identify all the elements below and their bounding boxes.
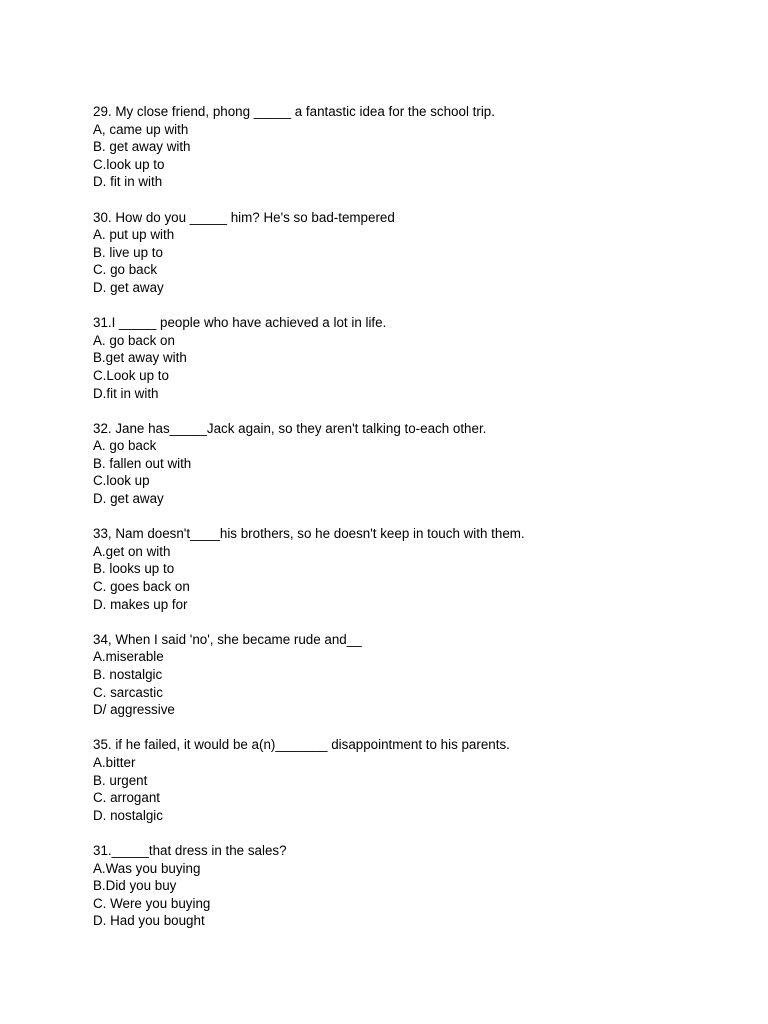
option-c: C. go back bbox=[93, 262, 158, 278]
option-d: D. Had you bought bbox=[93, 913, 205, 929]
question-stem: 32. Jane has_____Jack again, so they aren't talking to-each other. bbox=[93, 420, 487, 436]
option-d: D.fit in with bbox=[93, 385, 159, 401]
question-31 bbox=[93, 314, 733, 402]
option-b: B. fallen out with bbox=[93, 455, 192, 471]
question-29 bbox=[93, 103, 733, 191]
option-b: B. urgent bbox=[93, 772, 148, 788]
question-stem: 35. if he failed, it would be a(n)_______ disappointment to his parents. bbox=[93, 737, 510, 753]
question-stem: 31._____that dress in the sales? bbox=[93, 842, 287, 858]
worksheet bbox=[93, 103, 733, 948]
question-stem: 31.I _____ people who have achieved a lot in life. bbox=[93, 315, 387, 331]
option-c: C. Were you buying bbox=[93, 895, 211, 911]
question-stem: 30. How do you _____ him? He's so bad-tempered bbox=[93, 209, 395, 225]
option-d: D. fit in with bbox=[93, 174, 163, 190]
option-b: B. live up to bbox=[93, 244, 163, 260]
option-a: A.get on with bbox=[93, 543, 171, 559]
option-b: B.Did you buy bbox=[93, 878, 177, 894]
option-a: A.miserable bbox=[93, 649, 164, 665]
option-a: A. go back bbox=[93, 438, 157, 454]
question-30 bbox=[93, 209, 733, 297]
option-d: D. makes up for bbox=[93, 596, 188, 612]
question-33 bbox=[93, 525, 733, 613]
option-c: C. arrogant bbox=[93, 790, 160, 806]
option-c: C.look up to bbox=[93, 156, 165, 172]
question-32 bbox=[93, 420, 733, 508]
option-b: B. get away with bbox=[93, 139, 191, 155]
option-d: D. get away bbox=[93, 491, 164, 507]
question-stem: 29. My close friend, phong _____ a fantastic idea for the school trip. bbox=[93, 104, 495, 119]
question-35 bbox=[93, 736, 733, 824]
option-a: A.Was you buying bbox=[93, 860, 201, 876]
option-c: C. goes back on bbox=[93, 579, 190, 595]
option-a: A. go back on bbox=[93, 332, 175, 348]
option-d: D/ aggressive bbox=[93, 702, 175, 718]
option-c: C.Look up to bbox=[93, 367, 169, 383]
option-c: C.look up bbox=[93, 473, 150, 489]
option-a: A. put up with bbox=[93, 227, 175, 243]
question-stem: 33, Nam doesn't____his brothers, so he doesn't keep in touch with them. bbox=[93, 526, 525, 542]
option-b: B. nostalgic bbox=[93, 667, 163, 682]
option-b: B.get away with bbox=[93, 350, 187, 366]
option-d: D. nostalgic bbox=[93, 807, 163, 823]
option-a: A.bitter bbox=[93, 754, 136, 770]
option-d: D. get away bbox=[93, 279, 164, 295]
question-34 bbox=[93, 631, 733, 719]
option-a: A, came up with bbox=[93, 121, 189, 137]
question-31-dress bbox=[93, 842, 733, 930]
option-c: C. sarcastic bbox=[93, 684, 163, 700]
question-stem: 34, When I said 'no', she became rude and__ bbox=[93, 631, 362, 647]
option-b: B. looks up to bbox=[93, 561, 175, 577]
